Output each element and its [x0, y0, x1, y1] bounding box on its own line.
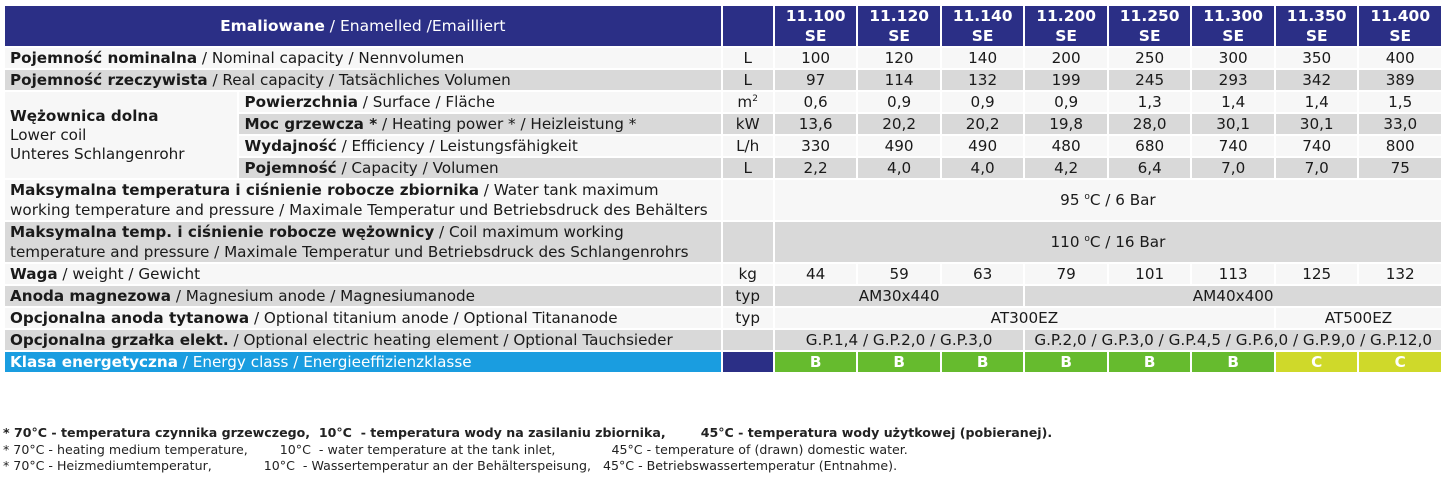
value-cell: 97 [775, 70, 857, 90]
value-cell: G.P.1,4 / G.P.2,0 / G.P.3,0 [775, 330, 1024, 350]
table-title: Emaliowane / Enamelled /Emailliert [5, 6, 721, 46]
header-row [5, 6, 1441, 46]
value-cell: 1,4 [1192, 92, 1274, 112]
unit-header [723, 6, 773, 46]
value-cell: 59 [858, 264, 940, 284]
model-header: 11.200 SE [1025, 6, 1107, 46]
row-real-capacity [5, 70, 1441, 90]
value-cell: 245 [1109, 70, 1191, 90]
value-cell: 63 [942, 264, 1024, 284]
row-unit [723, 352, 773, 372]
row-label: Wydajność / Efficiency / Leistungsfähigkeit [239, 136, 720, 156]
value-cell: 7,0 [1192, 158, 1274, 178]
value-cell: 6,4 [1109, 158, 1191, 178]
row-titanium-anode [5, 308, 1441, 328]
energy-class-badge: B [1025, 352, 1107, 372]
row-unit: L/h [723, 136, 773, 156]
value-cell: 110 $^o$C / 16 Bar [775, 222, 1441, 262]
model-header: 11.140 SE [942, 6, 1024, 46]
value-cell: 20,2 [858, 114, 940, 134]
model-header: 11.250 SE [1109, 6, 1191, 46]
value-cell: 79 [1025, 264, 1107, 284]
value-cell: AT300EZ [775, 308, 1274, 328]
value-cell: 0,6 [775, 92, 857, 112]
value-cell: 300 [1192, 48, 1274, 68]
value-cell: 250 [1109, 48, 1191, 68]
row-coil-max [5, 222, 1441, 262]
value-cell: 44 [775, 264, 857, 284]
row-unit: typ [723, 308, 773, 328]
value-cell: G.P.2,0 / G.P.3,0 / G.P.4,5 / G.P.6,0 / G.P.9,0 / G.P.12,0 [1025, 330, 1441, 350]
row-label: Pojemność rzeczywista / Real capacity / Tatsächliches Volumen [5, 70, 721, 90]
value-cell: 132 [942, 70, 1024, 90]
value-cell: 140 [942, 48, 1024, 68]
row-tank-max [5, 180, 1441, 220]
value-cell: 293 [1192, 70, 1274, 90]
value-cell: 7,0 [1276, 158, 1358, 178]
energy-class-badge: B [1192, 352, 1274, 372]
value-cell: 0,9 [858, 92, 940, 112]
value-cell: 389 [1359, 70, 1441, 90]
value-cell: 200 [1025, 48, 1107, 68]
value-cell: 740 [1192, 136, 1274, 156]
value-cell: 20,2 [942, 114, 1024, 134]
model-header: 11.400 SE [1359, 6, 1441, 46]
row-nominal-capacity [5, 48, 1441, 68]
row-unit [723, 330, 773, 350]
row-unit: typ [723, 286, 773, 306]
footnote-line: * 70°C - temperatura czynnika grzewczego, 10°C - temperatura wody na zasilaniu zbiornika, 45°C - temperatura wody użytkowej (pobieranej). [3, 425, 1053, 440]
coil-group-label: Wężownica dolna Lower coil Unteres Schlangenrohr [5, 92, 237, 178]
energy-class-badge: C [1276, 352, 1358, 372]
row-label: Moc grzewcza * / Heating power * / Heizleistung * [239, 114, 720, 134]
row-label: Maksymalna temperatura i ciśnienie robocze zbiornika / Water tank maximum working temperature and pressure / Maximale Temperatur und Betriebsdruck des Behälters [5, 180, 721, 220]
row-unit: kW [723, 114, 773, 134]
value-cell: 199 [1025, 70, 1107, 90]
row-unit: L [723, 70, 773, 90]
value-cell: 490 [942, 136, 1024, 156]
model-header: 11.120 SE [858, 6, 940, 46]
value-cell: 480 [1025, 136, 1107, 156]
value-cell: 132 [1359, 264, 1441, 284]
value-cell: 95 $^o$C / 6 Bar [775, 180, 1441, 220]
energy-class-badge: C [1359, 352, 1441, 372]
value-cell: 4,2 [1025, 158, 1107, 178]
value-cell: 30,1 [1276, 114, 1358, 134]
row-unit: L [723, 48, 773, 68]
row-label: Klasa energetyczna / Energy class / Energieeffizienzklasse [5, 352, 721, 372]
row-energy-class [5, 352, 1441, 372]
footnote-line: * 70°C - heating medium temperature, 10°C - water temperature at the tank inlet, 45°C - temperature of (drawn) domestic water. [3, 441, 908, 457]
value-cell: 0,9 [942, 92, 1024, 112]
value-cell: 113 [1192, 264, 1274, 284]
row-unit [723, 222, 773, 262]
value-cell: 100 [775, 48, 857, 68]
row-unit: L [723, 158, 773, 178]
model-header: 11.300 SE [1192, 6, 1274, 46]
value-cell: 400 [1359, 48, 1441, 68]
value-cell: 1,4 [1276, 92, 1358, 112]
spec-table [3, 4, 1443, 374]
footnote-line: * 70°C - Heizmediumtemperatur, 10°C - Wassertemperatur an der Behälterspeisung, 45°C - Betriebswassertemperatur (Entnahme). [3, 458, 898, 473]
row-unit [723, 180, 773, 220]
row-label: Powierzchnia / Surface / Fläche [239, 92, 720, 112]
value-cell: 114 [858, 70, 940, 90]
value-cell: 75 [1359, 158, 1441, 178]
value-cell: 1,5 [1359, 92, 1441, 112]
row-label: Anoda magnezowa / Magnesium anode / Magnesiumanode [5, 286, 721, 306]
value-cell: 30,1 [1192, 114, 1274, 134]
value-cell: 740 [1276, 136, 1358, 156]
row-weight [5, 264, 1441, 284]
value-cell: AT500EZ [1276, 308, 1441, 328]
row-label: Maksymalna temp. i ciśnienie robocze wężownicy / Coil maximum working temperature and pressure / Maximale Temperatur und Betriebsdruck des Schlangenrohrs [5, 222, 721, 262]
value-cell: 4,0 [858, 158, 940, 178]
value-cell: 0,9 [1025, 92, 1107, 112]
value-cell: 350 [1276, 48, 1358, 68]
energy-class-badge: B [858, 352, 940, 372]
model-header: 11.350 SE [1276, 6, 1358, 46]
row-label: Pojemność nominalna / Nominal capacity / Nennvolumen [5, 48, 721, 68]
row-label: Waga / weight / Gewicht [5, 264, 721, 284]
footnotes [3, 425, 1052, 475]
model-header: 11.100 SE [775, 6, 857, 46]
value-cell: 125 [1276, 264, 1358, 284]
row-label: Pojemność / Capacity / Volumen [239, 158, 720, 178]
value-cell: 101 [1109, 264, 1191, 284]
value-cell: 330 [775, 136, 857, 156]
row-unit: $m^2$ [723, 92, 773, 112]
energy-class-badge: B [1109, 352, 1191, 372]
value-cell: 2,2 [775, 158, 857, 178]
value-cell: AM30x440 [775, 286, 1024, 306]
row-heating-element [5, 330, 1441, 350]
value-cell: AM40x400 [1025, 286, 1441, 306]
value-cell: 28,0 [1109, 114, 1191, 134]
row-unit: kg [723, 264, 773, 284]
value-cell: 33,0 [1359, 114, 1441, 134]
value-cell: 342 [1276, 70, 1358, 90]
row-coil-surface [5, 92, 1441, 112]
value-cell: 490 [858, 136, 940, 156]
value-cell: 19,8 [1025, 114, 1107, 134]
value-cell: 680 [1109, 136, 1191, 156]
energy-class-badge: B [942, 352, 1024, 372]
row-magnesium-anode [5, 286, 1441, 306]
energy-class-badge: B [775, 352, 857, 372]
value-cell: 1,3 [1109, 92, 1191, 112]
value-cell: 800 [1359, 136, 1441, 156]
row-label: Opcjonalna anoda tytanowa / Optional titanium anode / Optional Titananode [5, 308, 721, 328]
value-cell: 13,6 [775, 114, 857, 134]
row-label: Opcjonalna grzałka elekt. / Optional electric heating element / Optional Tauchsieder [5, 330, 721, 350]
value-cell: 4,0 [942, 158, 1024, 178]
value-cell: 120 [858, 48, 940, 68]
